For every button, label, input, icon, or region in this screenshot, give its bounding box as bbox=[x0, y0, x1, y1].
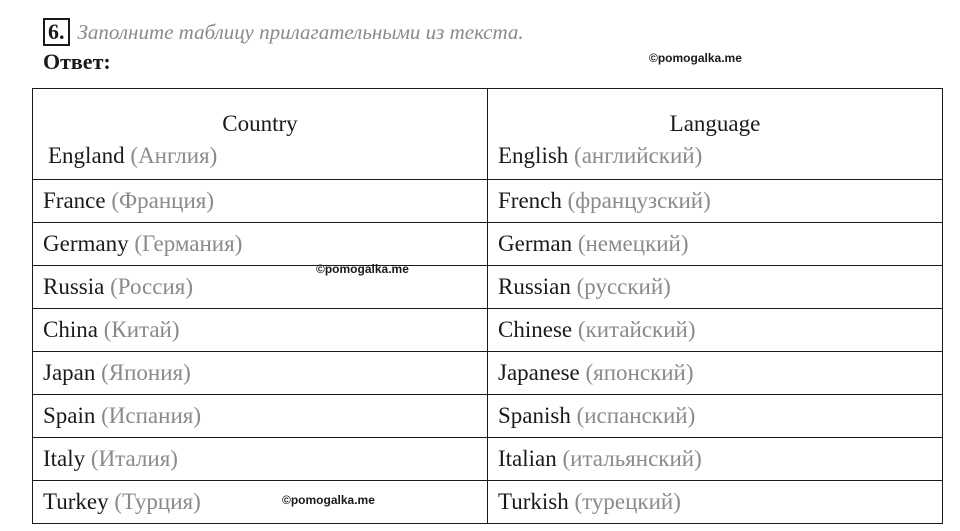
table-row bbox=[33, 481, 943, 524]
language-cell bbox=[488, 223, 943, 266]
country-name-ru: (Турция) bbox=[114, 489, 201, 514]
country-name: France bbox=[43, 188, 106, 213]
country-cell bbox=[33, 395, 488, 438]
language-name-ru: (японский) bbox=[585, 360, 694, 385]
language-name-ru: (китайский) bbox=[577, 317, 696, 342]
country-name: Japan bbox=[43, 360, 96, 385]
language-name: Turkish bbox=[498, 489, 569, 514]
language-name-ru: (немецкий) bbox=[577, 231, 689, 256]
language-name-ru: (итальянский) bbox=[562, 446, 702, 471]
table-row bbox=[33, 223, 943, 266]
watermark: ©pomogalka.me bbox=[316, 262, 409, 276]
country-cell bbox=[33, 266, 488, 309]
country-name: Russia bbox=[43, 274, 105, 299]
country-cell bbox=[33, 438, 488, 481]
task-number: 6. bbox=[43, 18, 70, 46]
header-language: Language bbox=[488, 89, 943, 140]
language-name-ru: (французский) bbox=[567, 188, 711, 213]
table-row bbox=[33, 266, 943, 309]
language-name: Russian bbox=[498, 274, 571, 299]
country-cell bbox=[33, 481, 488, 524]
language-name: German bbox=[498, 231, 573, 256]
language-name: Japanese bbox=[498, 360, 580, 385]
language-cell bbox=[488, 266, 943, 309]
language-name-ru: (русский) bbox=[576, 274, 671, 299]
table-header-row bbox=[33, 89, 943, 140]
language-name: Chinese bbox=[498, 317, 573, 342]
country-name-ru: (Россия) bbox=[110, 274, 194, 299]
country-name: Spain bbox=[43, 403, 96, 428]
table-row bbox=[33, 180, 943, 223]
language-cell bbox=[488, 352, 943, 395]
language-cell bbox=[488, 438, 943, 481]
language-name-ru: (испанский) bbox=[576, 403, 696, 428]
country-name-ru: (Англия) bbox=[130, 143, 218, 168]
language-name: Spanish bbox=[498, 403, 571, 428]
country-name: England bbox=[48, 143, 125, 168]
table-row bbox=[33, 395, 943, 438]
language-cell bbox=[488, 309, 943, 352]
country-name-ru: (Италия) bbox=[90, 446, 178, 471]
table-row bbox=[33, 352, 943, 395]
table-row bbox=[33, 309, 943, 352]
country-name-ru: (Китай) bbox=[103, 317, 180, 342]
language-name-ru: (турецкий) bbox=[574, 489, 681, 514]
language-cell bbox=[488, 481, 943, 524]
country-name: Germany bbox=[43, 231, 129, 256]
table-row bbox=[33, 438, 943, 481]
country-name: Italy bbox=[43, 446, 86, 471]
answer-label: Ответ: bbox=[43, 49, 111, 74]
watermark: ©pomogalka.me bbox=[282, 493, 375, 507]
country-cell bbox=[33, 223, 488, 266]
country-name-ru: (Япония) bbox=[101, 360, 191, 385]
country-name-ru: (Испания) bbox=[101, 403, 201, 428]
task-instruction: Заполните таблицу прилагательными из текста. bbox=[77, 19, 524, 44]
table-row bbox=[33, 139, 943, 180]
language-name: Italian bbox=[498, 446, 557, 471]
language-cell bbox=[488, 180, 943, 223]
language-name: English bbox=[498, 143, 569, 168]
country-cell bbox=[33, 180, 488, 223]
language-cell bbox=[488, 139, 943, 180]
task-header bbox=[43, 17, 524, 47]
country-cell bbox=[33, 309, 488, 352]
country-name-ru: (Франция) bbox=[111, 188, 215, 213]
country-cell bbox=[33, 139, 488, 180]
language-name: French bbox=[498, 188, 562, 213]
language-cell bbox=[488, 395, 943, 438]
watermark: ©pomogalka.me bbox=[649, 51, 742, 65]
country-name: Turkey bbox=[43, 489, 109, 514]
language-name-ru: (английский) bbox=[574, 143, 703, 168]
country-name: China bbox=[43, 317, 98, 342]
country-cell bbox=[33, 352, 488, 395]
country-name-ru: (Германия) bbox=[134, 231, 243, 256]
answer-table bbox=[32, 88, 943, 524]
header-country: Country bbox=[33, 89, 488, 140]
